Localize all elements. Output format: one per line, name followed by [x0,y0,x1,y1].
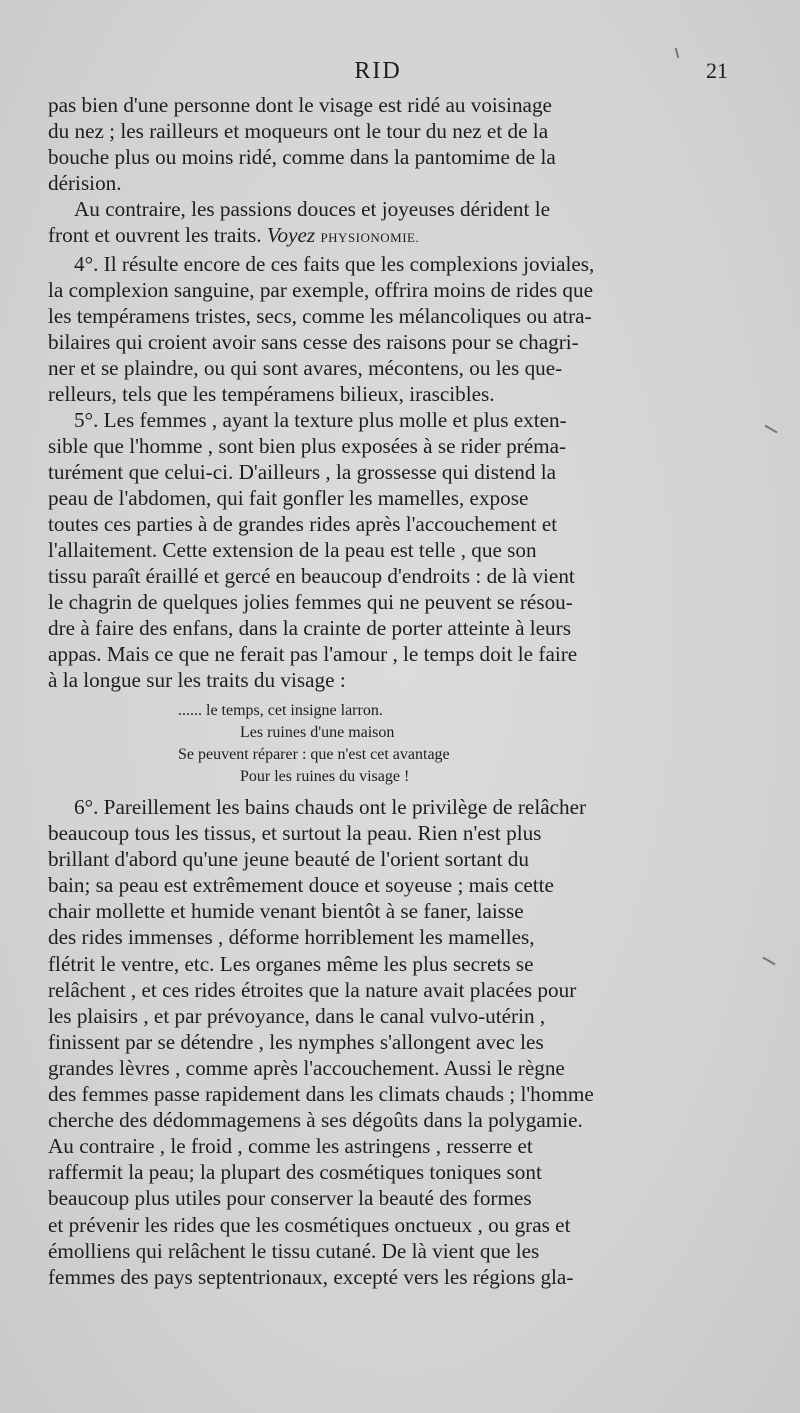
text-line: appas. Mais ce que ne ferait pas l'amour , le temps doit le faire [48,642,578,666]
text-line: du nez ; les railleurs et moqueurs ont le tour du nez et de la [48,119,549,143]
text-line: bain; sa peau est extrêmement douce et soyeuse ; mais cette [48,873,554,898]
text-line: turément que celui-ci. D'ailleurs , la grossesse qui distend la [48,460,557,484]
text-line: Au contraire , le froid , comme les astringens , resserre et [48,1134,533,1159]
text-line: des femmes passe rapidement dans les climats chauds ; l'homme [48,1082,594,1107]
verse-line: ...... le temps, cet insigne larron. [178,702,383,719]
text-line: sible que l'homme , sont bien plus exposées à se rider préma- [48,434,567,458]
text-line: brillant d'abord qu'une jeune beauté de l'orient sortant du [48,847,529,872]
text-line [48,222,722,251]
paragraph-5 [48,794,722,1290]
margin-mark [764,425,777,434]
text-fragment: front et ouvrent les traits. [48,223,262,247]
paragraph-2 [48,196,722,251]
paragraph-3 [48,251,722,407]
text-line: les plaisirs , et par prévoyance, dans le canal vulvo-utérin , [48,1003,546,1028]
text-line: des rides immenses , déforme horriblement les mamelles, [48,925,535,950]
text-line: beaucoup plus utiles pour conserver la beauté des formes [48,1186,532,1211]
text-line: grandes lèvres , comme après l'accouchement. Aussi le règne [48,1055,565,1080]
text-line: relleurs, tels que les tempéramens bilieux, irascibles. [48,382,495,406]
text-line: raffermit la peau; la plupart des cosmétiques toniques sont [48,1160,542,1185]
verse-line: Se peuvent réparer : que n'est cet avantage [178,746,450,763]
see-label: Voyez [266,223,316,247]
text-line: les tempéramens tristes, secs, comme les mélancoliques ou atra- [48,304,592,328]
text-line: à la longue sur les traits du visage : [48,668,346,692]
text-line: cherche des dédommagemens à ses dégoûts dans la polygamie. [48,1108,583,1133]
text-line: la complexion sanguine, par exemple, offrira moins de rides que [48,278,594,302]
text-line: pas bien d'une personne dont le visage est ridé au voisinage [48,93,552,117]
text-line: dérision. [48,171,122,195]
text-line: femmes des pays septentrionaux, excepté vers les régions gla- [48,1264,574,1289]
verse-line: Les ruines d'une maison [240,724,395,741]
text-line: toutes ces parties à de grandes rides après l'accouchement et [48,512,558,536]
text-line: 5°. Les femmes , ayant la texture plus molle et plus exten- [74,408,567,432]
text-line: relâchent , et ces rides étroites que la nature avait placées pour [48,977,577,1002]
text-line: finissent par se détendre , les nymphes s'allongent avec les [48,1029,544,1054]
text-line: ner et se plaindre, ou qui sont avares, mécontens, ou les que- [48,356,563,380]
text-line: l'allaitement. Cette extension de la peau est telle , que son [48,538,537,562]
margin-mark [675,48,680,58]
running-head [48,58,728,88]
paragraph-4 [48,407,722,693]
text-line: 6°. Pareillement les bains chauds ont le privilège de relâcher [74,795,587,819]
verse-line: Pour les ruines du visage ! [240,768,410,785]
text-line: bouche plus ou moins ridé, comme dans la pantomime de la [48,145,556,169]
body-text-upper [48,92,722,693]
text-line: chair mollette et humide venant bientôt à se faner, laisse [48,899,524,924]
text-line: dre à faire des enfans, dans la crainte de porter atteinte à leurs [48,616,571,640]
text-line: peau de l'abdomen, qui fait gonfler les mamelles, expose [48,486,529,510]
text-line: flétrit le ventre, etc. Les organes même les plus secrets se [48,951,534,976]
text-line: beaucoup tous les tissus, et surtout la peau. Rien n'est plus [48,821,542,846]
page-number: 21 [706,58,728,83]
text-line: Au contraire, les passions douces et joyeuses dérident le [74,197,550,221]
text-line: le chagrin de quelques jolies femmes qui ne peuvent se résou- [48,590,573,614]
body-text-lower [48,794,722,1290]
paragraph-1 [48,92,722,196]
running-head-title: RID [354,58,402,84]
text-line: 4°. Il résulte encore de ces faits que les complexions joviales, [74,252,595,276]
text-line: tissu paraît éraillé et gercé en beaucoup d'endroits : de là vient [48,564,575,588]
cross-reference: PHYSIONOMIE. [320,230,420,245]
text-line: bilaires qui croient avoir sans cesse des raisons pour se chagri- [48,330,579,354]
verse-quotation [178,700,578,788]
text-line: et prévenir les rides que les cosmétiques onctueux , ou gras et [48,1212,571,1237]
text-line: émolliens qui relâchent le tissu cutané. De là vient que les [48,1238,540,1263]
margin-mark [762,957,775,966]
